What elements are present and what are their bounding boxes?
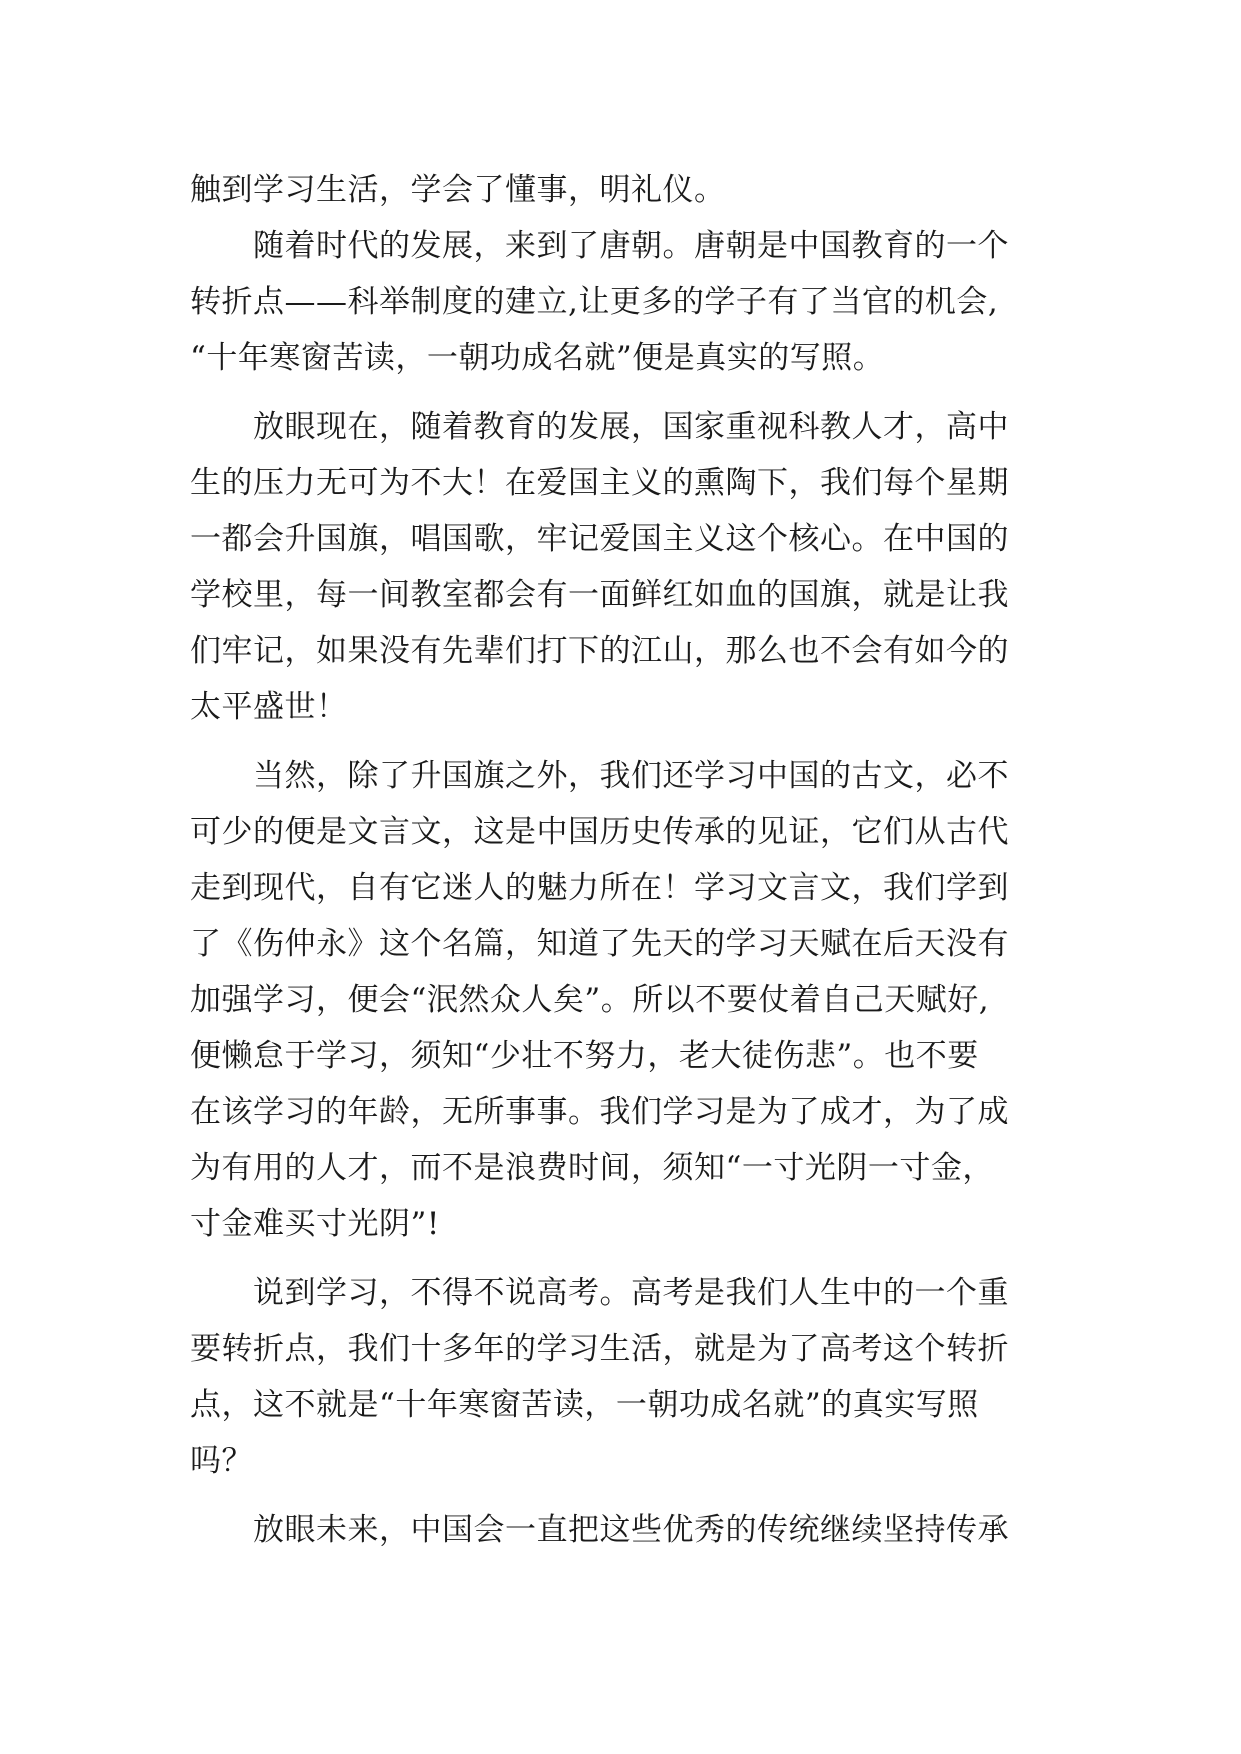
text-line: 转折点——科举制度的建立,让更多的学子有了当官的机会, [190, 284, 999, 320]
text-line: 要转折点，我们十多年的学习生活，就是为了高考这个转折 [190, 1331, 1009, 1367]
paragraph-first-line: 说到学习，不得不说高考。高考是我们人生中的一个重 [253, 1275, 1009, 1311]
text-line: 们牢记，如果没有先辈们打下的江山，那么也不会有如今的 [190, 633, 1009, 669]
text-line: 便懒怠于学习，须知“少壮不努力，老大徒伤悲”。也不要 [190, 1038, 979, 1074]
text-line: “十年寒窗苦读，一朝功成名就”便是真实的写照。 [190, 340, 885, 376]
text-line: 了《伤仲永》这个名篇，知道了先天的学习天赋在后天没有 [190, 926, 1009, 962]
paragraph-first-line: 当然，除了升国旗之外，我们还学习中国的古文，必不 [253, 758, 1009, 794]
paragraph-first-line: 随着时代的发展，来到了唐朝。唐朝是中国教育的一个 [253, 228, 1009, 264]
text-line: 寸金难买寸光阴”! [190, 1206, 440, 1242]
paragraph-first-line: 放眼未来，中国会一直把这些优秀的传统继续坚持传承 [253, 1512, 1009, 1548]
text-line: 走到现代，自有它迷人的魅力所在！学习文言文，我们学到 [190, 870, 1009, 906]
text-line: 加强学习，便会“泯然众人矣”。所以不要仗着自己天赋好, [190, 982, 990, 1018]
text-line: 学校里，每一间教室都会有一面鲜红如血的国旗，就是让我 [190, 577, 1009, 613]
text-line: 生的压力无可为不大！在爱国主义的熏陶下，我们每个星期 [190, 465, 1009, 501]
text-line: 太平盛世！ [190, 689, 348, 725]
text-line: 在该学习的年龄，无所事事。我们学习是为了成才，为了成 [190, 1094, 1009, 1130]
text-line: 一都会升国旗，唱国歌，牢记爱国主义这个核心。在中国的 [190, 521, 1009, 557]
text-line: 吗？ [190, 1443, 253, 1479]
text-line: 为有用的人才，而不是浪费时间，须知“一寸光阴一寸金， [190, 1150, 994, 1186]
paragraph-first-line: 放眼现在，随着教育的发展，国家重视科教人才，高中 [253, 409, 1009, 445]
text-line: 触到学习生活，学会了懂事，明礼仪。 [190, 172, 726, 208]
text-line: 可少的便是文言文，这是中国历史传承的见证，它们从古代 [190, 814, 1009, 850]
text-line: 点，这不就是“十年寒窗苦读，一朝功成名就”的真实写照 [190, 1387, 979, 1423]
